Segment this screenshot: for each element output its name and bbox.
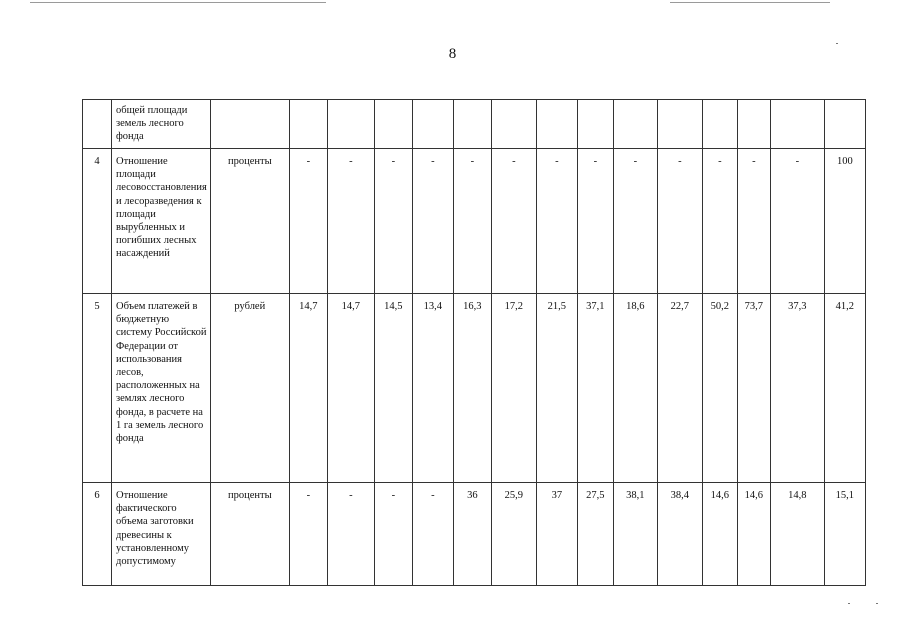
- row-number-cell: 4: [83, 149, 112, 294]
- indicator-name-cell: Отношение площади лесовосстановления и лесоразведения к площади вырубленных и погибших лесных насаждений: [112, 149, 211, 294]
- table-row: [83, 483, 866, 586]
- unit-cell: проценты: [210, 149, 289, 294]
- row-number-cell: [83, 100, 112, 149]
- scan-speck: [836, 43, 838, 44]
- value-cell: 37,1: [577, 294, 613, 483]
- scan-edge-line-left: [30, 2, 326, 3]
- value-cell: 16,3: [453, 294, 491, 483]
- value-cell: -: [412, 483, 453, 586]
- value-cell: -: [453, 149, 491, 294]
- value-cell: [289, 100, 327, 149]
- value-cell: 14,7: [289, 294, 327, 483]
- value-cell: -: [536, 149, 577, 294]
- value-cell: [536, 100, 577, 149]
- value-cell: -: [289, 483, 327, 586]
- value-cell: 17,2: [491, 294, 536, 483]
- value-cell: [737, 100, 770, 149]
- value-cell: 100: [824, 149, 865, 294]
- value-cell: 14,8: [770, 483, 824, 586]
- unit-cell: рублей: [210, 294, 289, 483]
- value-cell: -: [374, 483, 412, 586]
- value-cell: 14,6: [702, 483, 737, 586]
- unit-cell: [210, 100, 289, 149]
- value-cell: -: [657, 149, 702, 294]
- value-cell: -: [737, 149, 770, 294]
- value-cell: [453, 100, 491, 149]
- value-cell: [327, 100, 374, 149]
- value-cell: 38,1: [613, 483, 657, 586]
- value-cell: -: [374, 149, 412, 294]
- value-cell: -: [327, 149, 374, 294]
- value-cell: 15,1: [824, 483, 865, 586]
- value-cell: 50,2: [702, 294, 737, 483]
- value-cell: 14,7: [327, 294, 374, 483]
- scan-speck: [876, 603, 878, 604]
- scan-edge-line-right: [670, 2, 830, 3]
- value-cell: [412, 100, 453, 149]
- indicator-name-cell: Отношение фактического объема заготовки древесины к установленному допустимому: [112, 483, 211, 586]
- value-cell: [491, 100, 536, 149]
- table-row: [83, 149, 866, 294]
- scan-speck: [848, 603, 850, 604]
- value-cell: [702, 100, 737, 149]
- value-cell: -: [491, 149, 536, 294]
- value-cell: -: [412, 149, 453, 294]
- value-cell: -: [702, 149, 737, 294]
- value-cell: -: [327, 483, 374, 586]
- value-cell: [657, 100, 702, 149]
- indicator-table: [82, 99, 866, 586]
- value-cell: [577, 100, 613, 149]
- value-cell: 14,5: [374, 294, 412, 483]
- value-cell: 13,4: [412, 294, 453, 483]
- value-cell: -: [613, 149, 657, 294]
- unit-cell: проценты: [210, 483, 289, 586]
- indicator-name-cell: Объем платежей в бюджетную систему Российской Федерации от использования лесов, расположенных на землях лесного фонда, в расчете на 1 га земель лесного фонда: [112, 294, 211, 483]
- value-cell: 38,4: [657, 483, 702, 586]
- value-cell: 37: [536, 483, 577, 586]
- value-cell: -: [770, 149, 824, 294]
- value-cell: 37,3: [770, 294, 824, 483]
- row-number-cell: 6: [83, 483, 112, 586]
- value-cell: [613, 100, 657, 149]
- value-cell: [824, 100, 865, 149]
- value-cell: 22,7: [657, 294, 702, 483]
- value-cell: 36: [453, 483, 491, 586]
- value-cell: -: [577, 149, 613, 294]
- value-cell: 25,9: [491, 483, 536, 586]
- value-cell: 21,5: [536, 294, 577, 483]
- value-cell: 73,7: [737, 294, 770, 483]
- row-number-cell: 5: [83, 294, 112, 483]
- value-cell: 27,5: [577, 483, 613, 586]
- value-cell: 41,2: [824, 294, 865, 483]
- page-number: 8: [448, 46, 457, 62]
- value-cell: 18,6: [613, 294, 657, 483]
- value-cell: 14,6: [737, 483, 770, 586]
- indicator-name-cell: общей площади земель лесного фонда: [112, 100, 211, 149]
- table-row: [83, 100, 866, 149]
- value-cell: [374, 100, 412, 149]
- table-row: [83, 294, 866, 483]
- value-cell: [770, 100, 824, 149]
- value-cell: -: [289, 149, 327, 294]
